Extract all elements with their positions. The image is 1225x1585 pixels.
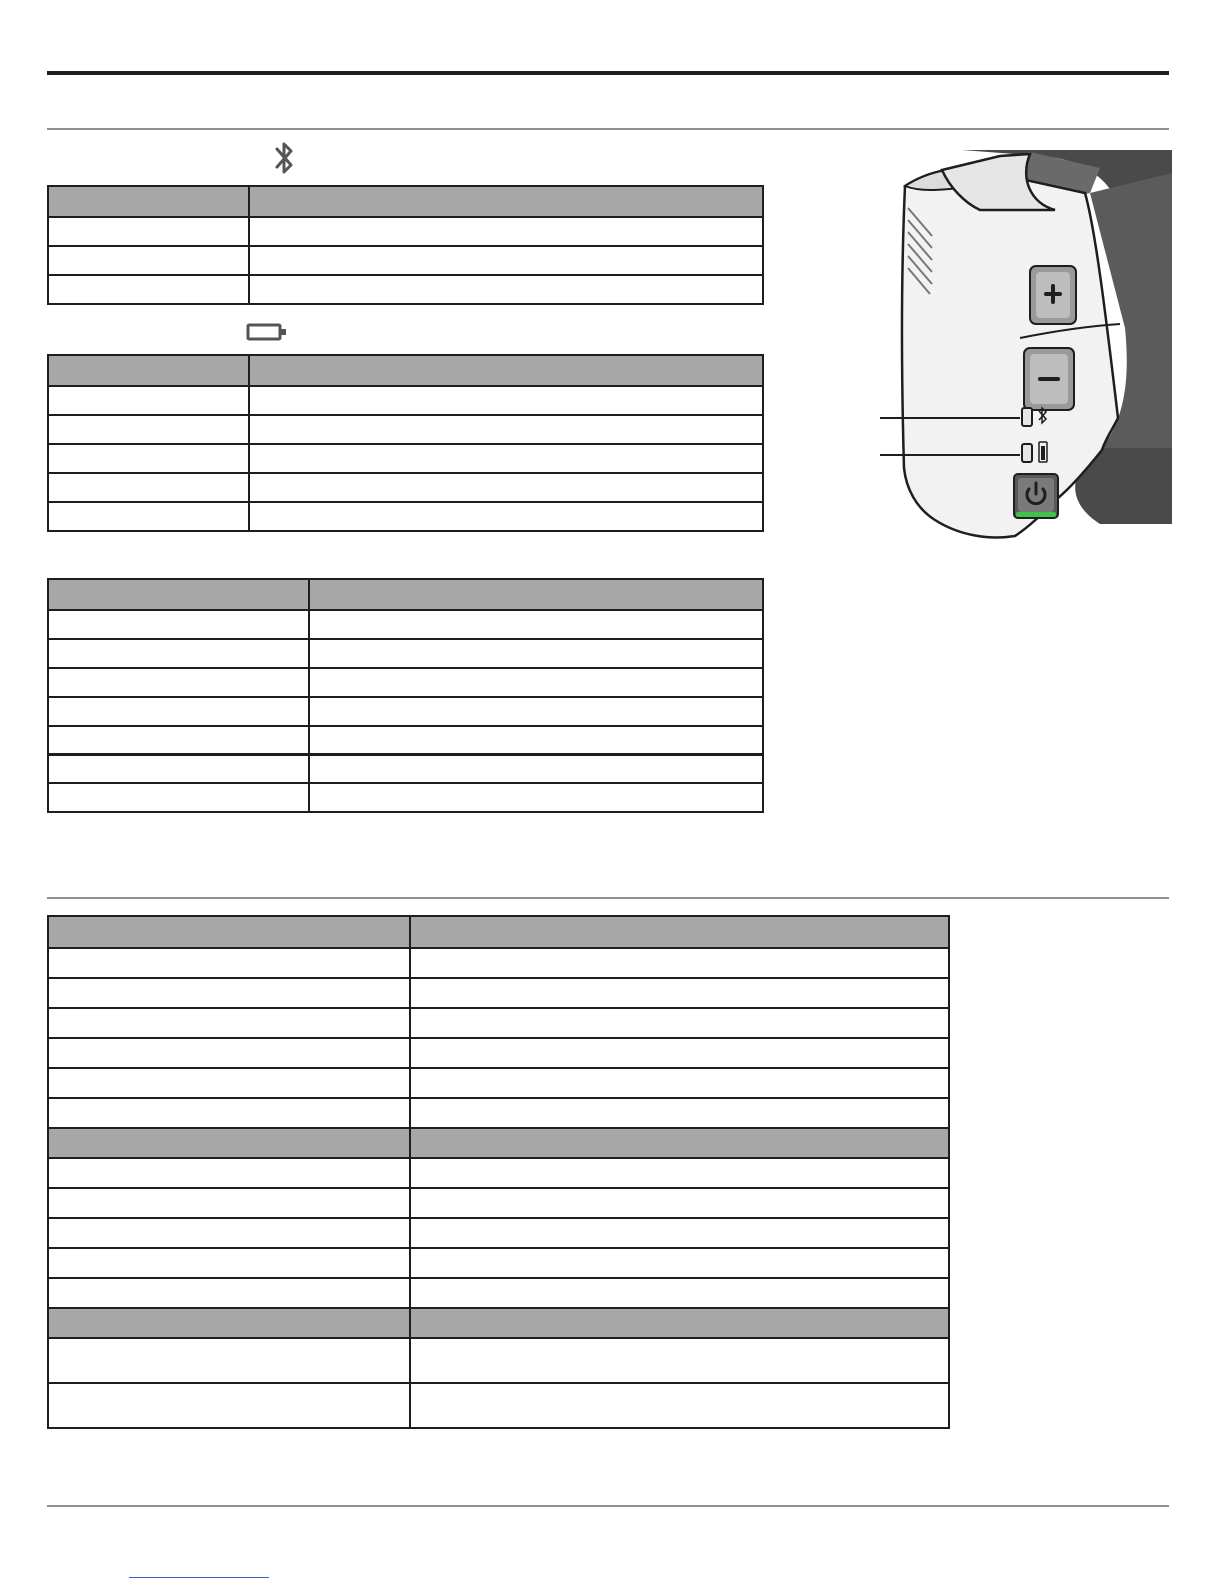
table-header-cell <box>48 1128 410 1158</box>
table-cell <box>48 668 309 697</box>
table-row <box>48 1008 949 1038</box>
table-header-cell <box>48 186 249 217</box>
table-cell <box>309 754 763 783</box>
table-cell <box>410 948 949 978</box>
table-row <box>48 1278 949 1308</box>
table-cell <box>309 783 763 812</box>
table-cell <box>48 1008 410 1038</box>
table-row <box>48 415 763 444</box>
table-row <box>48 246 763 275</box>
table-row <box>48 1038 949 1068</box>
table-row <box>48 639 763 668</box>
table-row <box>48 502 763 531</box>
table-cell <box>410 1248 949 1278</box>
table-cell <box>48 639 309 668</box>
table-cell <box>48 415 249 444</box>
table-header-cell <box>249 355 763 386</box>
table-cell <box>48 978 410 1008</box>
table-header-cell <box>410 1128 949 1158</box>
table-cell <box>48 1038 410 1068</box>
table-cell <box>48 217 249 246</box>
table-cell <box>48 1278 410 1308</box>
table-cell <box>48 1338 410 1383</box>
table-cell <box>410 1008 949 1038</box>
table-row <box>48 217 763 246</box>
table-row <box>48 473 763 502</box>
table-cell <box>249 444 763 473</box>
table-cell <box>48 1188 410 1218</box>
table-cell <box>48 697 309 726</box>
table-row <box>48 1068 949 1098</box>
table-header-cell <box>309 579 763 610</box>
table-row <box>48 1338 949 1383</box>
table-row <box>48 948 949 978</box>
table-cell <box>48 444 249 473</box>
table-cell <box>48 1068 410 1098</box>
table-cell <box>249 502 763 531</box>
battery-icon <box>246 322 288 342</box>
table-cell <box>48 726 309 754</box>
table-cell <box>48 610 309 639</box>
table-cell <box>410 1218 949 1248</box>
table-cell <box>309 610 763 639</box>
table-cell <box>48 502 249 531</box>
table-header-cell <box>48 916 410 948</box>
table-cell <box>249 217 763 246</box>
table-header-cell <box>410 916 949 948</box>
table-row <box>48 978 949 1008</box>
section-rule-1 <box>47 128 1169 130</box>
table-row <box>48 726 763 754</box>
table-cell <box>249 246 763 275</box>
table-cell <box>249 415 763 444</box>
table-cell <box>249 275 763 304</box>
page-bottom-rule <box>47 1505 1169 1507</box>
table-row <box>48 1383 949 1428</box>
table-row <box>48 610 763 639</box>
table-row <box>48 1218 949 1248</box>
table-header-row <box>48 355 763 386</box>
page-top-rule <box>47 71 1169 75</box>
table-cell <box>48 275 249 304</box>
section-rule-2 <box>47 897 1169 899</box>
table-row <box>48 1098 949 1128</box>
table-row <box>48 1188 949 1218</box>
table-cell <box>410 1038 949 1068</box>
table-cell <box>249 386 763 415</box>
battery-status-table <box>47 354 764 532</box>
table-header-cell <box>48 579 309 610</box>
table-cell <box>249 473 763 502</box>
table-cell <box>48 1158 410 1188</box>
table-cell <box>309 668 763 697</box>
table-section-header-row <box>48 1128 949 1158</box>
table-cell <box>410 1098 949 1128</box>
bluetooth-status-table <box>47 185 764 305</box>
table-cell <box>309 726 763 754</box>
table-cell <box>309 639 763 668</box>
table-header-cell <box>410 1308 949 1338</box>
speaker-device-illustration <box>880 148 1172 544</box>
table-section-header-row <box>48 1308 949 1338</box>
table-row <box>48 783 763 812</box>
table-row <box>48 444 763 473</box>
table-cell <box>48 246 249 275</box>
table-row <box>48 275 763 304</box>
table-cell <box>410 1278 949 1308</box>
table-header-cell <box>48 355 249 386</box>
table-cell <box>48 473 249 502</box>
table-cell <box>410 1188 949 1218</box>
table-row <box>48 668 763 697</box>
table-cell <box>48 1218 410 1248</box>
table-header-cell <box>249 186 763 217</box>
table-header-row <box>48 186 763 217</box>
table-cell <box>410 978 949 1008</box>
table-cell <box>48 386 249 415</box>
table-row <box>48 386 763 415</box>
table-cell <box>48 1098 410 1128</box>
table-cell <box>48 948 410 978</box>
table-cell <box>48 754 309 783</box>
table-cell <box>410 1158 949 1188</box>
table-cell <box>48 1383 410 1428</box>
table-cell <box>48 783 309 812</box>
table-header-row <box>48 916 949 948</box>
table-row <box>48 1158 949 1188</box>
table-cell <box>410 1383 949 1428</box>
table-cell <box>410 1068 949 1098</box>
bluetooth-icon <box>272 139 298 177</box>
table-cell <box>410 1338 949 1383</box>
table-header-row <box>48 579 763 610</box>
indicator-table <box>47 578 764 813</box>
table-row <box>48 754 763 783</box>
table-header-cell <box>48 1308 410 1338</box>
table-row <box>48 697 763 726</box>
table-cell <box>48 1248 410 1278</box>
footer-link-underline[interactable] <box>129 1577 269 1578</box>
table-cell <box>309 697 763 726</box>
table-row <box>48 1248 949 1278</box>
specifications-table <box>47 915 950 1429</box>
